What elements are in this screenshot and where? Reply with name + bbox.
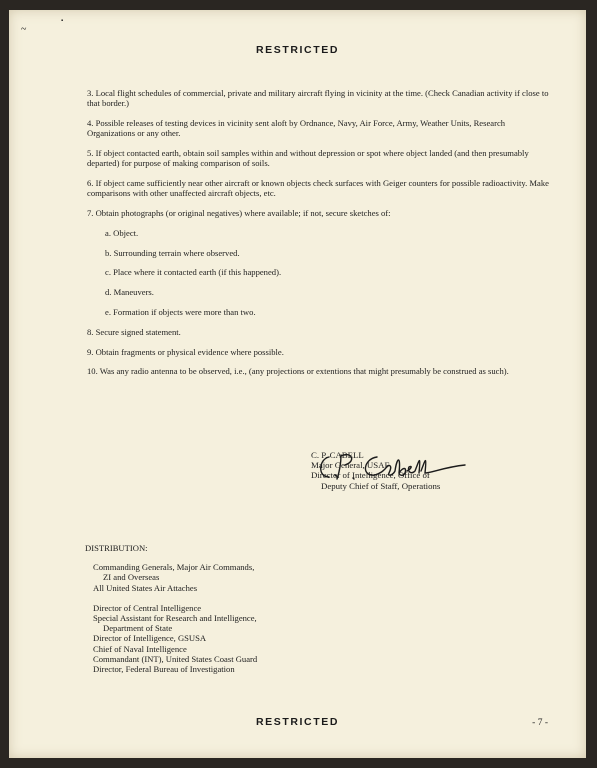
- distribution-entry: Department of State: [103, 623, 173, 634]
- distribution-entry: All United States Air Attaches: [93, 582, 198, 593]
- corner-mark: ~: [21, 24, 27, 35]
- subitem-e: e. Formation if objects were more than two.: [105, 306, 256, 317]
- signer-title-2: Deputy Chief of Staff, Operations: [321, 480, 441, 491]
- distribution-entry: ZI and Overseas: [103, 572, 160, 583]
- distribution-entry: Director, Federal Bureau of Investigation: [93, 664, 235, 675]
- distribution-group-1: [93, 562, 257, 593]
- paragraph-7: 7. Obtain photographs (or original negatives) where available; if not, secure sketches of:: [87, 208, 391, 218]
- distribution-list: [85, 543, 257, 674]
- subitem-b: b. Surrounding terrain where observed.: [105, 247, 240, 258]
- subitem-c: c. Place where it contacted earth (if this happened).: [105, 267, 282, 278]
- subitem-a: a. Object.: [105, 227, 139, 238]
- paragraph-3: 3. Local flight schedules of commercial, private and military aircraft flying in vicinity at the time. (Check Canadian activity if close to that border.): [87, 88, 549, 109]
- document-page: [9, 10, 586, 758]
- paragraph-5: 5. If object contacted earth, obtain soil samples within and without depression or spot where object landed (and then presumably departed) for purpose of making comparison of soils.: [87, 148, 529, 169]
- distribution-entry: Commandant (INT), United States Coast Guard: [93, 653, 258, 664]
- paragraph-10: 10. Was any radio antenna to be observed, i.e., (any projections or extentions that might presumably be construed as such).: [87, 366, 509, 377]
- signature-block: [311, 450, 440, 491]
- paragraph-9: 9. Obtain fragments or physical evidence where possible.: [87, 346, 284, 357]
- distribution-entry: Director of Intelligence, GSUSA: [93, 633, 207, 644]
- signer-rank: Major General, USAF: [311, 460, 390, 471]
- corner-dot: ▪: [61, 18, 64, 24]
- distribution-entry: Chief of Naval Intelligence: [93, 643, 187, 654]
- restricted-header: RESTRICTED: [255, 44, 340, 56]
- page-number: - 7 -: [532, 718, 548, 728]
- paragraph-6: 6. If object came sufficiently near other aircraft or known objects check surfaces with Geiger counters for possible radioactivity. Make comparisons with other unaffected aircraft objects, etc.: [87, 178, 549, 199]
- distribution-entry: Commanding Generals, Major Air Commands,: [93, 562, 255, 573]
- distribution-label: DISTRIBUTION:: [85, 543, 148, 553]
- document-body: [87, 88, 555, 386]
- paragraph-4: 4. Possible releases of testing devices in vicinity sent aloft by Ordnance, Navy, Air Force, Army, Weather Units, Research Organizations or any other.: [87, 118, 506, 139]
- paragraph-8: 8. Secure signed statement.: [87, 326, 181, 337]
- distribution-group-2: [93, 603, 257, 674]
- distribution-entry: Special Assistant for Research and Intelligence,: [93, 613, 257, 624]
- restricted-footer: RESTRICTED: [255, 716, 340, 728]
- subitem-d: d. Maneuvers.: [105, 287, 154, 298]
- signer-name: C. P. CABELL: [311, 450, 364, 460]
- distribution-entry: Director of Central Intelligence: [93, 602, 202, 613]
- signer-title-1: Director of Intelligence, Office of: [311, 470, 430, 481]
